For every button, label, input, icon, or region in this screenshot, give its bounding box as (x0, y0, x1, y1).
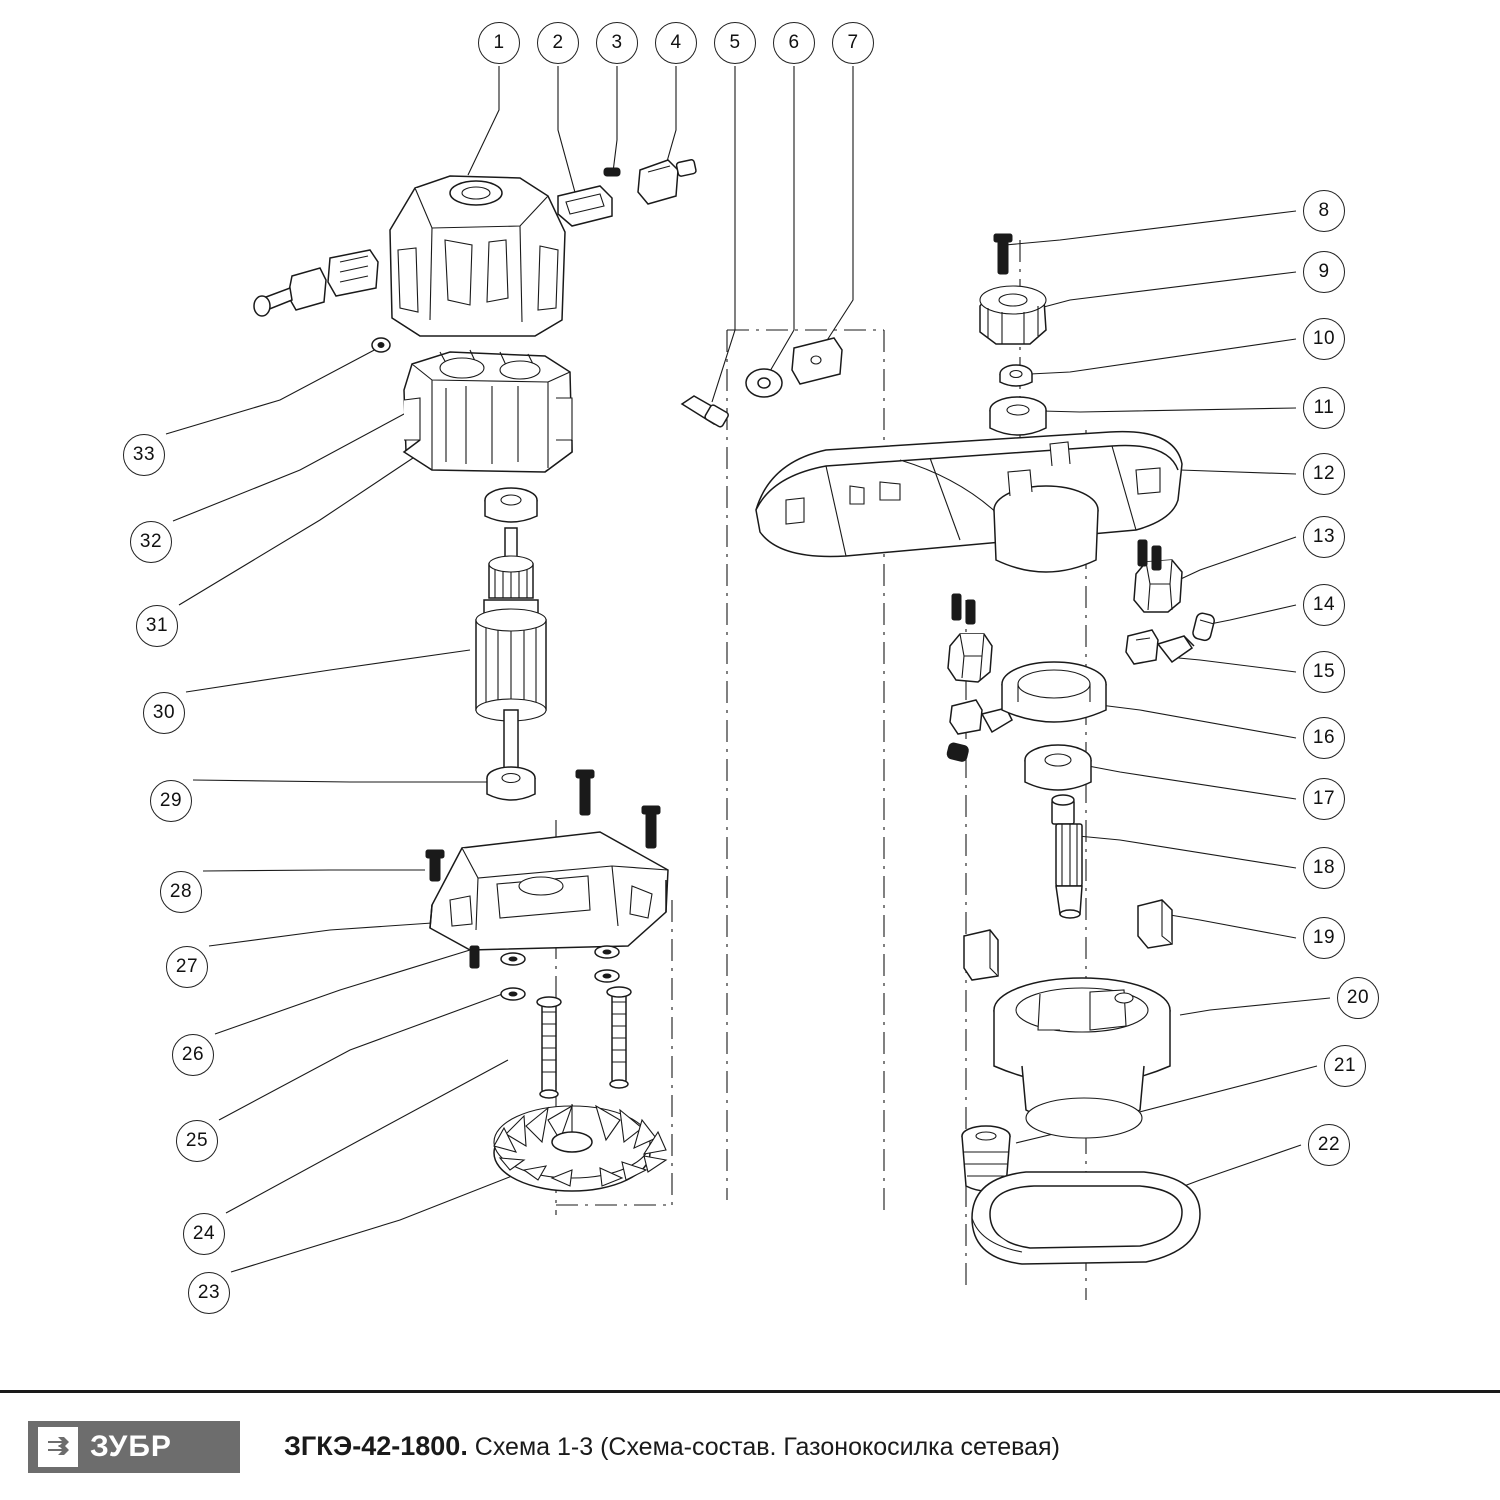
part-shaft-18 (1052, 795, 1082, 918)
model-code: ЗГКЭ-42-1800. (284, 1431, 468, 1461)
part-bolt-5 (682, 396, 729, 428)
callout-7[interactable]: 7 (832, 22, 874, 64)
callout-13[interactable]: 13 (1303, 516, 1345, 558)
callout-33[interactable]: 33 (123, 434, 165, 476)
callout-32[interactable]: 32 (130, 521, 172, 563)
part-washer-10 (1000, 365, 1032, 386)
part-cooling-fan (494, 1104, 666, 1191)
part-bearing-11 (990, 397, 1046, 435)
callout-1[interactable]: 1 (478, 22, 520, 64)
part-knob-screw (638, 159, 697, 204)
arrow-in-square-icon (38, 1427, 78, 1467)
part-washer-6 (746, 369, 782, 397)
callout-31[interactable]: 31 (136, 605, 178, 647)
part-screw-8 (994, 234, 1012, 274)
part-motor-bracket (430, 832, 668, 950)
callout-12[interactable]: 12 (1303, 453, 1345, 495)
callout-30[interactable]: 30 (143, 692, 185, 734)
part-cable-gland (254, 250, 378, 316)
part-knob-9 (980, 286, 1046, 344)
part-deck-chassis (756, 432, 1182, 572)
callout-22[interactable]: 22 (1308, 1124, 1350, 1166)
part-deflector-22 (972, 1172, 1200, 1264)
callout-18[interactable]: 18 (1303, 847, 1345, 889)
part-clamp-mid (946, 594, 1012, 762)
callout-23[interactable]: 23 (188, 1272, 230, 1314)
callout-24[interactable]: 24 (183, 1213, 225, 1255)
part-switch-button (558, 186, 612, 226)
callout-6[interactable]: 6 (773, 22, 815, 64)
part-ring-16 (1002, 662, 1106, 722)
callout-17[interactable]: 17 (1303, 778, 1345, 820)
part-clamp-13 (1134, 540, 1182, 612)
callout-27[interactable]: 27 (166, 946, 208, 988)
callout-2[interactable]: 2 (537, 22, 579, 64)
part-armature-rotor (476, 488, 546, 800)
callout-25[interactable]: 25 (176, 1120, 218, 1162)
callout-21[interactable]: 21 (1324, 1045, 1366, 1087)
callout-9[interactable]: 9 (1303, 251, 1345, 293)
callout-19[interactable]: 19 (1303, 917, 1345, 959)
brand-name: ЗУБР (90, 1429, 172, 1463)
scheme-subtitle: Схема 1-3 (Схема-состав. Газонокосилка сетевая) (474, 1433, 1060, 1461)
callout-29[interactable]: 29 (150, 780, 192, 822)
callout-8[interactable]: 8 (1303, 190, 1345, 232)
callout-15[interactable]: 15 (1303, 651, 1345, 693)
part-stator-housing (404, 350, 572, 472)
footer-caption (284, 1431, 1060, 1462)
part-washer-33 (372, 338, 390, 352)
callout-20[interactable]: 20 (1337, 977, 1379, 1019)
brand-badge (28, 1421, 240, 1473)
callout-16[interactable]: 16 (1303, 717, 1345, 759)
part-plate-7 (792, 338, 842, 384)
part-drum-20 (994, 978, 1170, 1138)
callout-11[interactable]: 11 (1303, 387, 1345, 429)
callout-14[interactable]: 14 (1303, 584, 1345, 626)
callout-5[interactable]: 5 (714, 22, 756, 64)
callout-28[interactable]: 28 (160, 871, 202, 913)
callout-4[interactable]: 4 (655, 22, 697, 64)
part-motor-hood (390, 176, 565, 336)
callout-26[interactable]: 26 (172, 1034, 214, 1076)
part-pin-14 (1192, 612, 1216, 642)
part-small-pin (604, 168, 620, 176)
callout-10[interactable]: 10 (1303, 318, 1345, 360)
leader-lines-left (166, 347, 540, 1272)
footer-bar (0, 1393, 1500, 1500)
part-bearing-17 (1025, 745, 1091, 790)
callout-3[interactable]: 3 (596, 22, 638, 64)
